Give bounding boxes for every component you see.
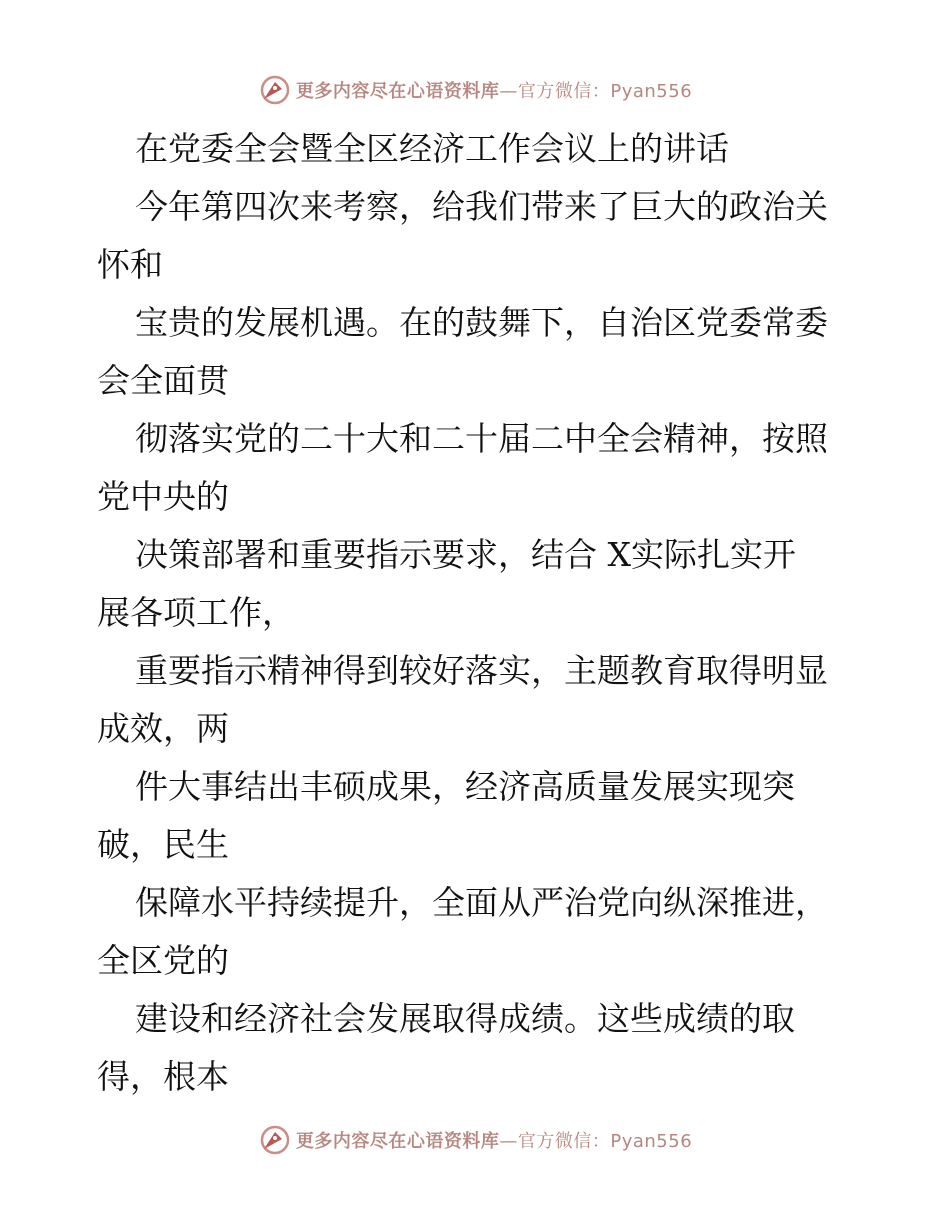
text-line: 决策部署和重要指示要求，结合 X实际扎实开 (135, 535, 796, 574)
pen-nib-circle-icon (258, 73, 292, 107)
pen-nib-circle-icon (258, 1123, 292, 1157)
document-body (97, 120, 857, 1106)
text-line: 今年第四次来考察，给我们带来了巨大的政治关 (135, 187, 828, 226)
watermark-contact: —官方微信：Pyan556 (499, 81, 693, 102)
watermark-footer (0, 1120, 950, 1160)
text-line: 保障水平持续提升，全面从严治党向纵深推进， (135, 883, 828, 922)
text-line: 彻落实党的二十大和二十届二中全会精神，按照 (135, 419, 828, 458)
text-line: 在党委全会暨全区经济工作会议上的讲话 (135, 129, 729, 168)
watermark-contact: —官方微信：Pyan556 (499, 1131, 693, 1152)
text-line: 会全面贯 (97, 361, 229, 400)
watermark-brand: 更多内容尽在心语资料库 (295, 81, 500, 102)
text-line: 件大事结出丰硕成果，经济高质量发展实现突 (135, 767, 795, 806)
text-line: 建设和经济社会发展取得成绩。这些成绩的取 (135, 999, 795, 1038)
text-line: 成效，两 (97, 709, 229, 748)
text-line: 重要指示精神得到较好落实，主题教育取得明显 (135, 651, 828, 690)
text-line: 怀和 (97, 245, 163, 284)
text-line: 得，根本 (97, 1057, 229, 1096)
text-line: 全区党的 (97, 941, 229, 980)
text-line: 展各项工作， (97, 593, 295, 632)
text-line: 破，民生 (97, 825, 229, 864)
text-line: 宝贵的发展机遇。在的鼓舞下，自治区党委常委 (135, 303, 828, 342)
watermark-header (0, 70, 950, 110)
text-line: 党中央的 (97, 477, 229, 516)
watermark-brand: 更多内容尽在心语资料库 (295, 1131, 500, 1152)
